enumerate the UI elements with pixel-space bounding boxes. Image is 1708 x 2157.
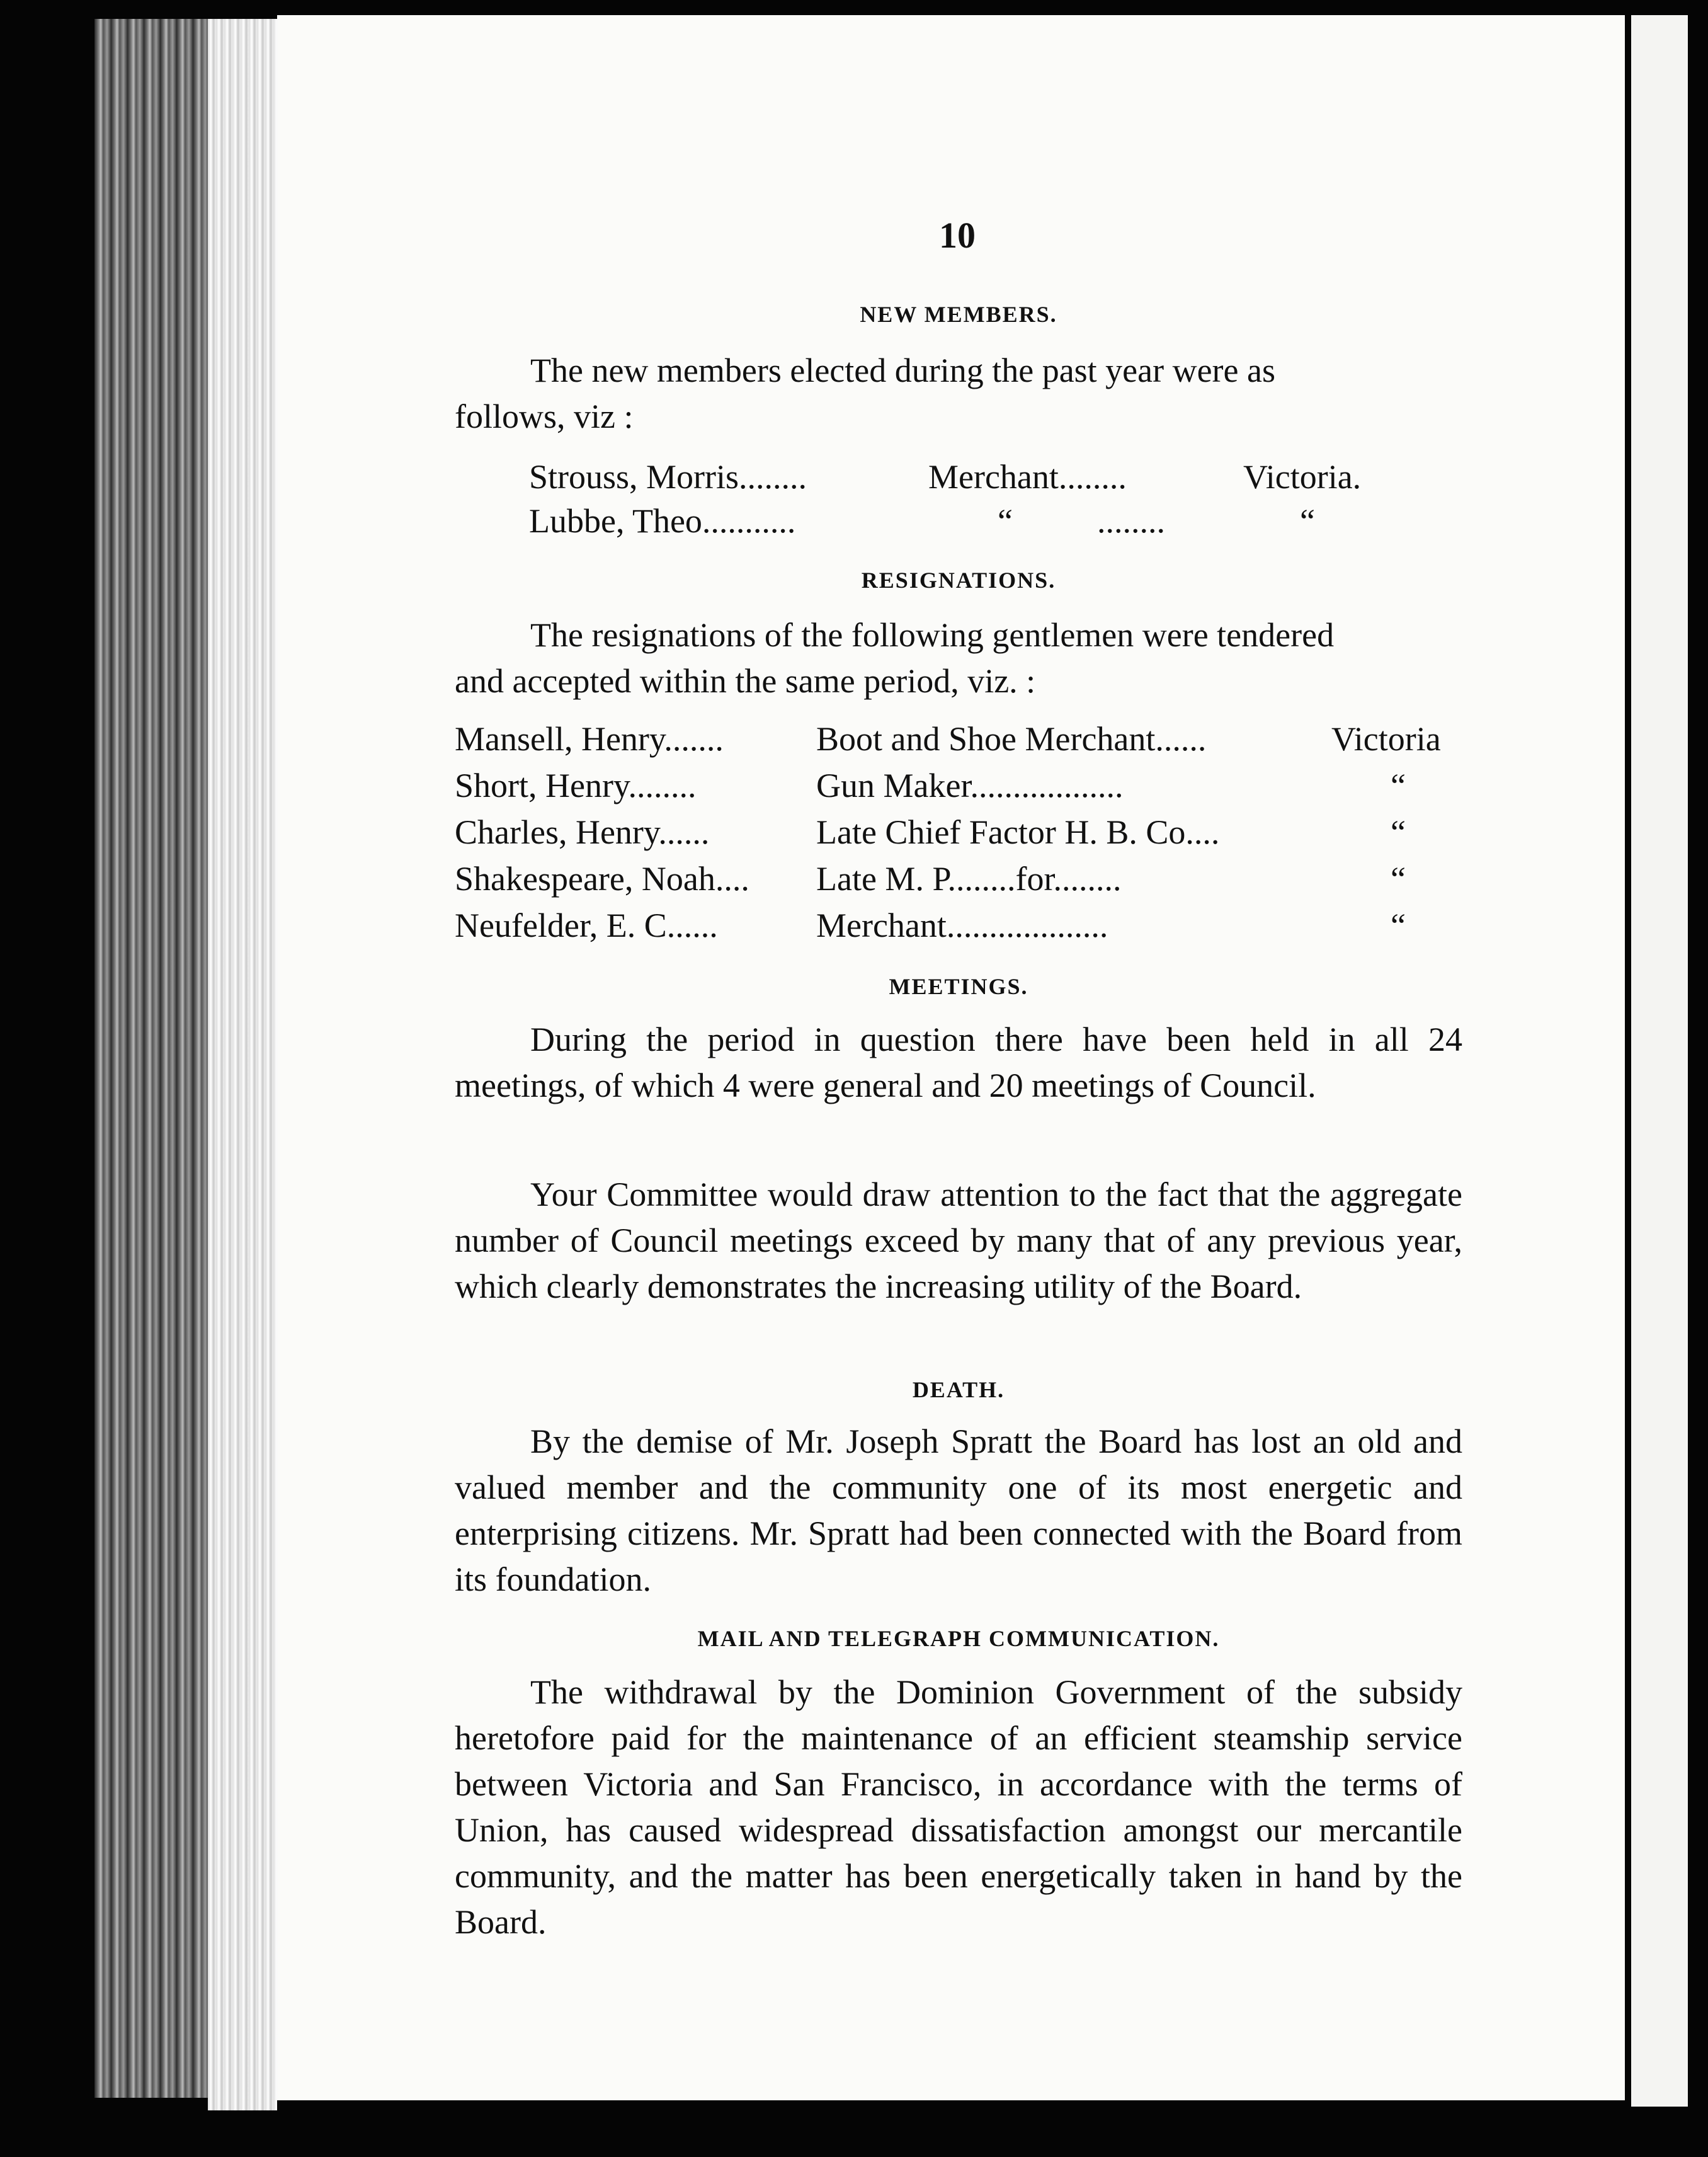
member-occupation: “ [998,502,1013,540]
resignations-intro [455,612,1462,704]
resignation-name: Charles, Henry...... [455,813,710,851]
member-dots: ........ [1097,502,1165,540]
resignations-intro-line2: and accepted within the same period, viz. : [455,662,1036,700]
heading-mail-telegraph: MAIL AND TELEGRAPH COMMUNICATION. [697,1626,1220,1651]
member-place: “ [1300,502,1315,540]
book-page-edges-inner [208,19,277,2110]
heading-resignations: RESIGNATIONS. [861,568,1056,593]
resignation-place: “ [1391,767,1406,804]
resignations-intro-line1: The resignations of the following gentlemen were tendered [530,616,1335,654]
mail-paragraph: The withdrawal by the Dominion Government of the subsidy heretofore paid for the maintenance of an efficient steamship service between Victoria and San Francisco, in accordance with the terms of Union, has caused widespread dissatisfaction amongst our mercantile community, and the matter has been energetically taken in hand by the Board. [455,1673,1462,1941]
resignation-name: Mansell, Henry....... [455,720,724,758]
facing-page-edge [1631,15,1688,2107]
heading-death: DEATH. [912,1377,1005,1402]
page-number: 10 [939,215,976,256]
heading-new-members: NEW MEMBERS. [860,302,1057,327]
member-name: Lubbe, Theo........... [529,502,796,540]
resignation-place: “ [1391,907,1406,944]
resignation-occupation: Late M. P........for........ [816,860,1122,898]
new-members-intro-line2: follows, viz : [455,398,634,435]
resignation-place: Victoria [1331,720,1441,758]
meetings-paragraph-2: Your Committee would draw attention to the fact that the aggregate number of Council meetings exceed by many that of any previous year, which clearly demonstrates the increasing utility of the Board. [455,1176,1462,1305]
resignation-place: “ [1391,813,1406,851]
resignation-occupation: Gun Maker.................. [816,767,1124,804]
resignation-occupation: Late Chief Factor H. B. Co.... [816,813,1220,851]
new-members-intro-line1: The new members elected during the past year were as [530,352,1275,389]
member-name: Strouss, Morris........ [529,458,807,496]
death-paragraph: By the demise of Mr. Joseph Spratt the Board has lost an old and valued member and the community one of its most energetic and enterprising citizens. Mr. Spratt had been connected with the Board from its foundation. [455,1422,1462,1598]
resignation-occupation: Boot and Shoe Merchant...... [816,720,1207,758]
resignation-place: “ [1391,860,1406,898]
new-members-intro [455,348,1462,440]
resignation-name: Short, Henry........ [455,767,697,804]
resignation-name: Neufelder, E. C...... [455,907,718,944]
heading-meetings: MEETINGS. [889,974,1028,999]
meetings-paragraph-1: During the period in question there have been held in all 24 meetings, of which 4 were general and 20 meetings of Council. [455,1021,1462,1104]
resignation-name: Shakespeare, Noah.... [455,860,749,898]
member-place: Victoria. [1243,458,1362,496]
member-occupation: Merchant........ [928,458,1127,496]
resignation-occupation: Merchant................... [816,907,1108,944]
